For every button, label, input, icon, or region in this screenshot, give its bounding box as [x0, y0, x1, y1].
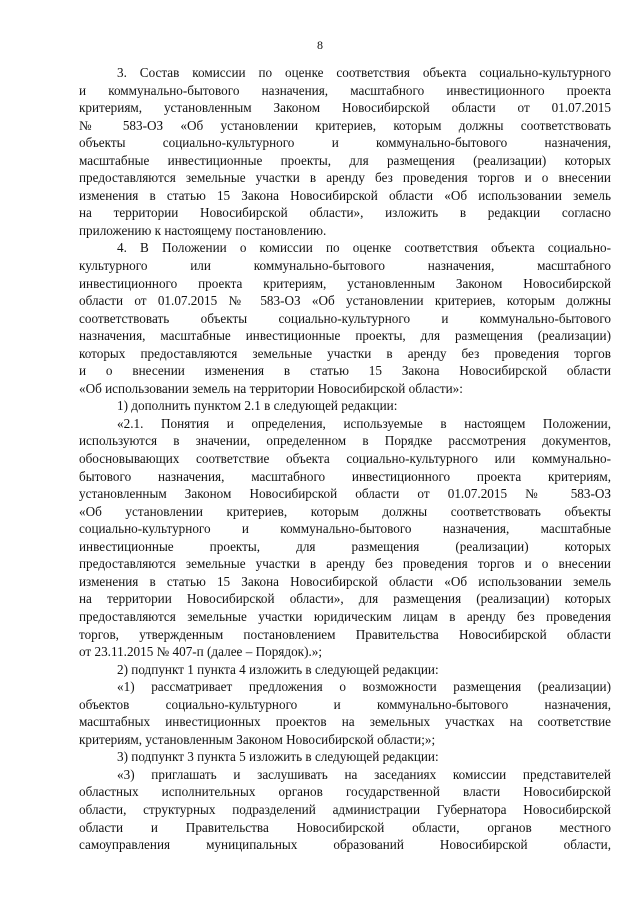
text-line: и о внесении изменения в статью 15 Закона Новосибирской области [79, 363, 611, 379]
text-line: области, структурных подразделений администрации Губернатора Новосибирской [79, 801, 611, 817]
text-line: «Об использовании земель на территории Новосибирской области»: [79, 380, 463, 396]
text-line: объекты социально-культурного и коммунально-бытового назначения, [79, 135, 611, 151]
text-line: области от 01.07.2015 № 583-ОЗ «Об установлении критериев, которым должны [79, 293, 611, 309]
text-line: приложению к настоящему постановлению. [79, 222, 327, 238]
text-line: предоставляются земельные участки юридическим лицам в аренду без проведения [79, 608, 611, 624]
text-line: 3) подпункт 3 пункта 5 изложить в следующей редакции: [117, 749, 439, 765]
text-line: изменения в статью 15 Закона Новосибирской области «Об использовании земель [79, 573, 611, 589]
text-line: инвестиционные проекты, для размещения (реализации) которых [79, 538, 611, 554]
text-line: установленным Законом Новосибирской области от 01.07.2015 № 583-ОЗ [79, 486, 611, 502]
text-line: критериям, установленным Законом Новосибирской области;»; [79, 731, 436, 747]
text-line: торгов, утвержденным постановлением Правительства Новосибирской области [79, 626, 611, 642]
text-line: предоставляются земельные участки в аренду без проведения торгов и о внесении [79, 556, 611, 572]
text-line: назначения, масштабные инвестиционные проекты, для размещения (реализации) [79, 328, 611, 344]
page-number: 8 [317, 38, 323, 52]
text-line: самоуправления муниципальных образований Новосибирской области, [79, 837, 611, 853]
text-line: масштабных инвестиционных проектов на земельных участках на соответствие [79, 714, 611, 730]
text-line: на территории Новосибирской области», для размещения (реализации) которых [79, 591, 611, 607]
text-line: «1) рассматривает предложения о возможности размещения (реализации) [117, 679, 611, 695]
text-line: «Об установлении критериев, которым должны соответствовать объекты [79, 503, 611, 519]
text-line: областных исполнительных органов государственной власти Новосибирской [79, 784, 611, 800]
text-line: 1) дополнить пунктом 2.1 в следующей редакции: [117, 398, 398, 414]
text-line: 4. В Положении о комиссии по оценке соответствия объекта социально- [117, 240, 611, 256]
text-line: и коммунально-бытового назначения, масштабного инвестиционного проекта [79, 82, 611, 98]
text-line: № 583-ОЗ «Об установлении критериев, которым должны соответствовать [79, 117, 611, 133]
text-line: 2) подпункт 1 пункта 4 изложить в следующей редакции: [117, 661, 439, 677]
text-line: социально-культурного и коммунально-бытового назначения, масштабные [79, 521, 611, 537]
text-line: инвестиционного проекта критериям, установленным Законом Новосибирской [79, 275, 611, 291]
text-line: критериям, установленным Законом Новосибирской области от 01.07.2015 [79, 100, 611, 116]
text-line: масштабные инвестиционные проекты, для размещения (реализации) которых [79, 152, 611, 168]
text-line: от 23.11.2015 № 407-п (далее – Порядок).»; [79, 644, 323, 660]
text-line: используются в значении, определенном в Порядке рассмотрения документов, [79, 433, 611, 449]
document-body [79, 64, 611, 854]
text-line: области и Правительства Новосибирской области, органов местного [79, 819, 611, 835]
text-line: культурного или коммунально-бытового назначения, масштабного [79, 258, 611, 274]
text-line: изменения в статью 15 Закона Новосибирской области «Об использовании земель [79, 187, 611, 203]
text-line: соответствовать объекты социально-культурного и коммунально-бытового [79, 310, 611, 326]
text-line: «3) приглашать и заслушивать на заседаниях комиссии представителей [117, 766, 611, 782]
text-line: объектов социально-культурного и коммунально-бытового назначения, [79, 696, 611, 712]
text-line: которых предоставляются земельные участки в аренду без проведения торгов [79, 345, 611, 361]
text-line: предоставляются земельные участки в аренду без проведения торгов и о внесении [79, 170, 611, 186]
text-line: на территории Новосибирской области», изложить в редакции согласно [79, 205, 611, 221]
text-line: 3. Состав комиссии по оценке соответствия объекта социально-культурного [117, 65, 611, 80]
text-line: обосновывающих соответствие объекта социально-культурного или коммунально- [79, 451, 611, 467]
text-line: бытового назначения, масштабного инвестиционного проекта критериям, [79, 468, 611, 484]
text-line: «2.1. Понятия и определения, используемые в настоящем Положении, [117, 415, 611, 431]
